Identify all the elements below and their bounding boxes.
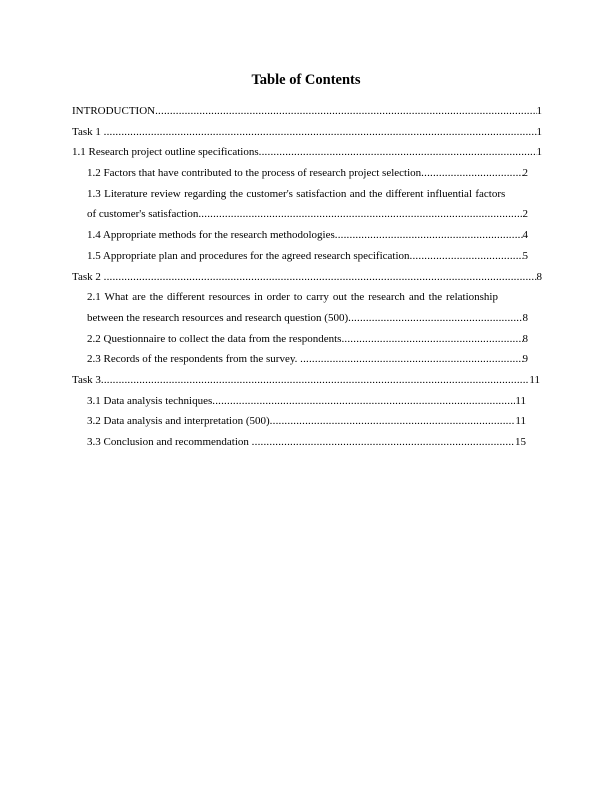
toc-dot-leader	[341, 329, 522, 350]
toc-entry-label-first-line: 1.3 Literature review regarding the customer's satisfaction and the different influential factors	[87, 187, 506, 200]
toc-entry-label: 1.4 Appropriate methods for the research methodologies	[87, 229, 335, 242]
toc-page-number: 9	[522, 353, 528, 366]
toc-entry-label: 3.2 Data analysis and interpretation (500)	[87, 415, 270, 428]
toc-page-number: 1	[536, 105, 542, 117]
toc-dot-leader	[335, 225, 523, 246]
toc-entry-task-1[interactable]	[72, 122, 542, 143]
toc-entry-label: 3.3 Conclusion and recommendation	[87, 436, 252, 448]
toc-entry-label: 2.2 Questionnaire to collect the data from the respondents	[87, 332, 342, 345]
toc-entry-2-2[interactable]	[72, 329, 542, 350]
toc-entry-label: 2.3 Records of the respondents from the survey.	[87, 353, 301, 366]
toc-entry-label-last-line: between the research resources and research question (500)	[87, 311, 349, 324]
toc-dot-leader	[101, 370, 530, 391]
toc-entry-label: 1.2 Factors that have contributed to the process of research project selection	[87, 167, 422, 180]
toc-entry-3-2[interactable]	[72, 411, 542, 432]
toc-entry-1-1[interactable]	[72, 142, 542, 163]
toc-dot-leader	[155, 101, 536, 122]
toc-page-number: 11	[515, 394, 526, 407]
toc-entry-task-2[interactable]	[72, 267, 542, 288]
toc-dot-leader	[270, 411, 516, 432]
table-of-contents	[72, 101, 542, 453]
toc-page-number: 4	[522, 229, 528, 242]
toc-page-number: 2	[522, 208, 528, 221]
toc-entry-2-1[interactable]	[72, 287, 542, 328]
toc-entry-label: Task 3	[72, 373, 101, 386]
toc-dot-leader	[104, 122, 537, 143]
toc-page-number: 15	[515, 436, 526, 448]
toc-entry-task-3[interactable]	[72, 370, 542, 391]
toc-dot-leader	[348, 308, 522, 329]
toc-page-number: 11	[529, 373, 540, 386]
toc-page-number: 8	[522, 311, 528, 324]
toc-title: Table of Contents	[251, 72, 361, 88]
toc-dot-leader	[212, 391, 515, 412]
toc-entry-label: Task 2	[72, 270, 104, 283]
toc-page-number: 2	[522, 167, 528, 180]
toc-entry-1-2[interactable]	[72, 163, 542, 184]
toc-entry-introduction[interactable]	[72, 101, 542, 122]
toc-dot-leader	[421, 163, 522, 184]
toc-dot-leader	[252, 432, 515, 453]
toc-page-number: 1	[536, 125, 542, 138]
toc-dot-leader	[410, 246, 523, 267]
toc-entry-label: 3.1 Data analysis techniques	[87, 394, 213, 407]
toc-dot-leader	[198, 204, 522, 225]
toc-entry-1-4[interactable]	[72, 225, 542, 246]
toc-dot-leader	[259, 142, 537, 163]
toc-entry-label: INTRODUCTION	[72, 105, 156, 117]
toc-entry-3-1[interactable]	[72, 391, 542, 412]
toc-page-number: 5	[522, 249, 528, 262]
toc-page-number: 1	[536, 146, 542, 159]
toc-entry-label: 1.5 Appropriate plan and procedures for the agreed research specification	[87, 249, 410, 262]
toc-entry-1-3[interactable]	[72, 184, 542, 225]
toc-page-number: 11	[515, 415, 526, 428]
toc-entry-1-5[interactable]	[72, 246, 542, 267]
toc-entry-2-3[interactable]	[72, 349, 542, 370]
toc-entry-label-last-line: of customer's satisfaction	[87, 208, 199, 221]
toc-entry-label: Task 1	[72, 125, 104, 138]
toc-dot-leader	[300, 349, 522, 370]
toc-entry-label-first-line: 2.1 What are the different resources in order to carry out the research and the relationship	[87, 291, 498, 304]
toc-entry-label: 1.1 Research project outline specifications	[72, 146, 259, 159]
toc-entry-3-3[interactable]	[72, 432, 542, 453]
toc-dot-leader	[104, 267, 537, 288]
toc-page-number: 8	[522, 332, 528, 345]
toc-page-number: 8	[536, 270, 542, 283]
